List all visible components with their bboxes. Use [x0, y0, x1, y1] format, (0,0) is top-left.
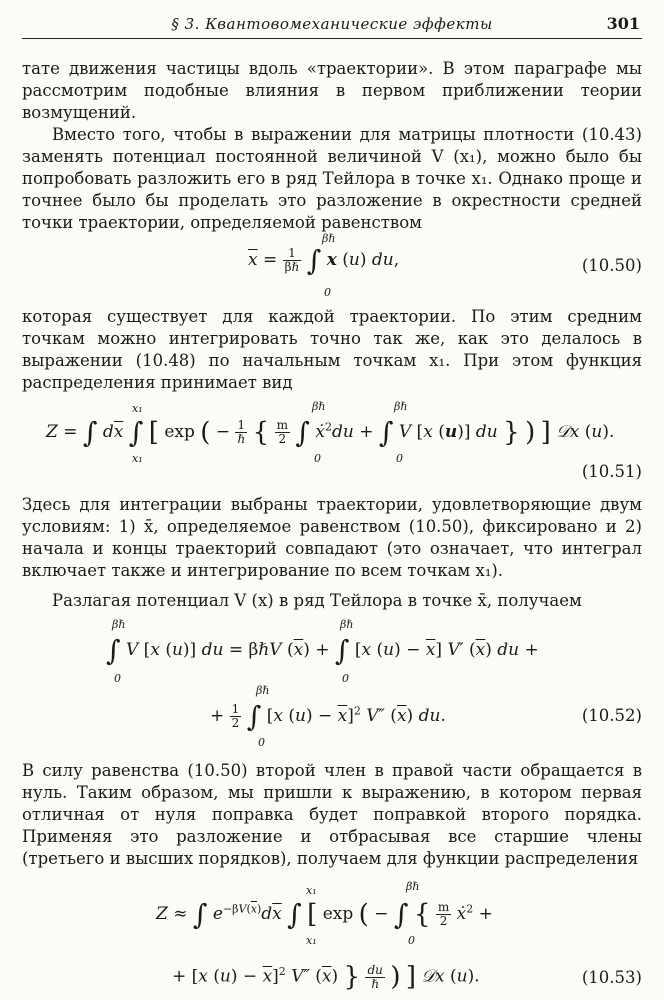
equation-number-10-52: (10.52) [581, 706, 642, 725]
paragraph-5: Разлагая потенциал V (x) в ряд Тейлора в точке x̄, получаем [52, 591, 582, 610]
header-title: § 3. Квантовомеханические эффекты [171, 15, 493, 33]
paragraph-1: тате движения частицы вдоль «траектории». В этом параграфе мы рассмотрим подобные влияния в первом приближении теории возмущений. [22, 59, 642, 122]
paragraph-4: Здесь для интеграции выбраны траектории, удовлетворяющие двум условиям: 1) x̄, определяемое равенством (10.50), фиксировано и 2) начала и концы траекторий совпадают (это означает, что интеграл включает также и интегрирование по всем точкам x₁). [22, 495, 642, 580]
page: § 3. Квантовомеханические эффекты 301 тате движения частицы вдоль «траектории». В этом параграфе мы рассмотрим подобные влияния в первом приближении теории возмущений. Вместо того, чтобы в выражении для матрицы плотности (10.43) заменять потенциал постоянной величиной V (x₁), можно было бы попробовать разложить его в ряд Тейлора в точке x₁. Однако проще и точнее было бы проделать это разложение в окрестности средней точки траектории, определяемой равенством $\overline{x}$ = $\frac{1}{\text{βℏ}}$ ∫ x (u) du, βℏ 0 (10.50) которая существует для каждой траектории. По этим средним точкам можно интегрировать точно так же, как это делалось в выражении (10.48) по начальным точкам x₁. При этом функция распределения принимает вид Z = ∫ $d\overline{x}$ ∫ [ exp ( − $\frac{1}{\text{ℏ}}$ { $\frac{m}{2}$ ∫ ẋ$^2$du + ∫ V [x (u)] du } ) ] 𝒟x (u). x₁ x₁ βℏ 0 βℏ 0 (10.51) Здесь для интеграции выбраны траектории, удовлетворяющие двум условиям: 1) x̄, определяемое равенством (10.50), фиксировано и 2) начала и концы траекторий совпадают (это означает, что интеграл включает также и интегрирование по всем точкам x₁). Разлагая потенциал V (x) в ряд Тейлора в точке x̄, получаем ∫ V [x (u)] du = βℏV $(\overline{x})$ + ∫ [x $(u) - \overline{x}$] V′ $(\overline{x})$ du + βℏ 0 βℏ 0 + $\frac{1}{2}$ ∫ [x $(u) - \overline{x}]^2$ V″ $(\overline{x})$ du. βℏ 0 (10.52) В силу равенства (10.50) второй член в правой части обращается в нуль. Таким образом, мы пришли к выражению, в котором первая отличная от нуля поправка будет поправкой второго порядка. Применяя это разложение и отбрасывая все старшие члены (третьего и высших порядков), получаем для функции распределения Z ≈ ∫ $e^{-\beta V(\overline{x})}d\overline{x}$ ∫ [ exp ( − ∫ { $\frac{m}{2}$ ẋ$^2$ + x₁ x₁ βℏ 0 + [x $(u) - \overline{x}]^2$ V″ $(\overline{x})$ } $\frac{du}{\text{ℏ}}$ ) ] 𝒟x (u). (10.53) [22, 14, 642, 992]
paragraph-2: Вместо того, чтобы в выражении для матрицы плотности (10.43) заменять потенциал постоянной величиной V (x₁), можно было бы попробовать разложить его в ряд Тейлора в точке x₁. Однако проще и точнее было бы проделать это разложение в окрестности средней точки траектории, определяемой равенством [22, 125, 642, 232]
equation-10-53-line-2: + [x $(u) - \overline{x}]^2$ V″ $(\overline{x})$ } $\frac{du}{\text{ℏ}}$ ) ] 𝒟x (u). [172, 962, 480, 992]
equation-number-10-53: (10.53) [581, 968, 642, 987]
equation-10-53-line-1: Z ≈ ∫ $e^{-\beta V(\overline{x})}d\overline{x}$ ∫ [ exp ( − ∫ { $\frac{m}{2}$ ẋ$^2$ + [156, 898, 493, 931]
equation-number-10-51: (10.51) [581, 462, 642, 481]
equation-10-52-line-2: + $\frac{1}{2}$ ∫ [x $(u) - \overline{x}]^2$ V″ $(\overline{x})$ du. [210, 700, 446, 733]
paragraph-3: которая существует для каждой траектории. По этим средним точкам можно интегрировать точно так же, как это делалось в выражении (10.48) по начальным точкам x₁. При этом функция распределения принимает вид [22, 307, 642, 392]
paragraph-6: В силу равенства (10.50) второй член в правой части обращается в нуль. Таким образом, мы пришли к выражению, в котором первая отличная от нуля поправка будет поправкой второго порядка. Применяя это разложение и отбрасывая все старшие члены (третьего и высших порядков), получаем для функции распределения [22, 761, 642, 868]
page-number: 301 [606, 14, 640, 33]
running-header [22, 12, 642, 39]
equation-10-52-line-1: ∫ V [x (u)] du = βℏV $(\overline{x})$ + ∫ [x $(u) - \overline{x}$] V′ $(\overline{x})$ du + [106, 634, 539, 667]
equation-10-50: $\overline{x}$ = $\frac{1}{\text{βℏ}}$ ∫ x (u) du, [248, 244, 400, 277]
equation-number-10-50: (10.50) [581, 256, 642, 275]
equation-10-51: Z = ∫ $d\overline{x}$ ∫ [ exp ( − $\frac{1}{\text{ℏ}}$ { $\frac{m}{2}$ ∫ ẋ$^2$du + ∫ V [x (u)] du } ) ] 𝒟x (u). [46, 416, 615, 449]
